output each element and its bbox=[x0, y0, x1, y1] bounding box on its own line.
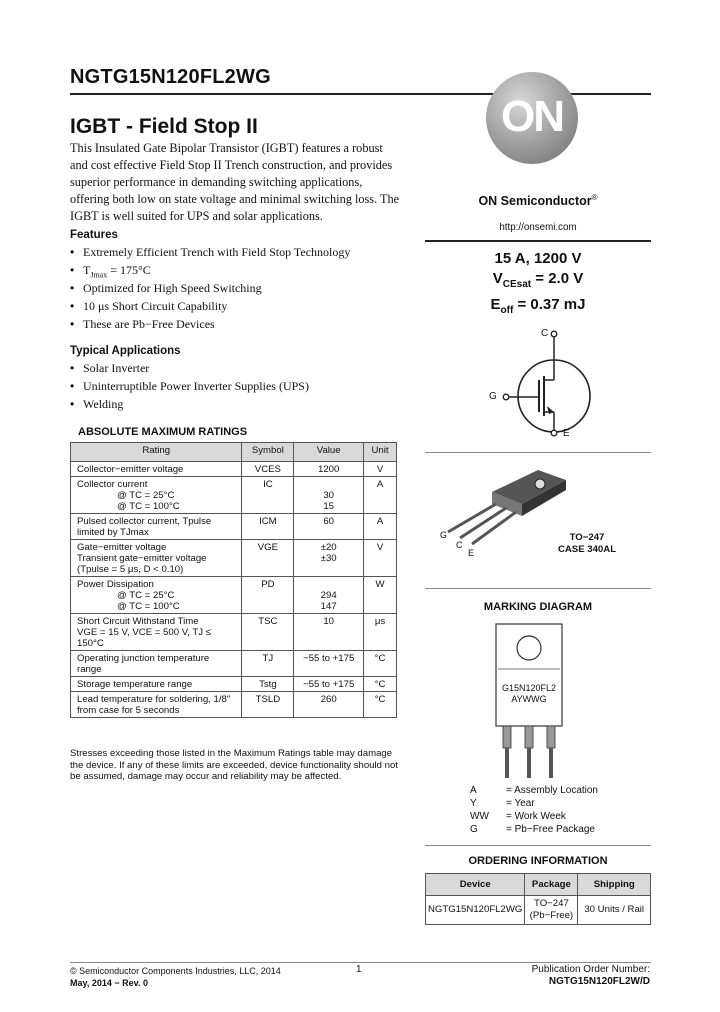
footer-date: May, 2014 − Rev. 0 bbox=[70, 978, 148, 988]
legend-key: G bbox=[470, 824, 478, 835]
legend-value: = Work Week bbox=[506, 811, 566, 822]
marking-line-1: G15N120FL2 bbox=[501, 683, 557, 693]
publication-info bbox=[450, 964, 650, 988]
page-title: IGBT - Field Stop II bbox=[70, 115, 258, 138]
table-row bbox=[71, 651, 397, 677]
igbt-symbol-icon bbox=[480, 322, 600, 444]
right-rule-1 bbox=[425, 240, 651, 242]
symbol-cell: Tstg bbox=[242, 677, 294, 692]
rating-cell: Lead temperature for soldering, 1/8" from case for 5 seconds bbox=[71, 692, 242, 718]
rating-cell: Pulsed collector current, Tpulse limited by TJmax bbox=[71, 514, 242, 540]
page-number: 1 bbox=[356, 964, 362, 975]
legend-key: A bbox=[470, 785, 477, 796]
right-rule-2 bbox=[425, 452, 651, 453]
list-item: • These are Pb−Free Devices bbox=[70, 315, 350, 333]
rating-cell: Collector current @ TC = 25°C @ TC = 100°C bbox=[71, 477, 242, 514]
unit-cell: °C bbox=[364, 692, 397, 718]
spec-line-1: 15 A, 1200 V bbox=[494, 250, 582, 267]
unit-cell: μs bbox=[364, 614, 397, 651]
marking-legend bbox=[470, 784, 604, 836]
footer-copyright: © Semiconductor Components Industries, LLC, 2014 bbox=[70, 966, 281, 976]
logo-text: ON bbox=[501, 92, 563, 141]
list-item: • 10 μs Short Circuit Capability bbox=[70, 297, 350, 315]
legend-value: = Pb−Free Package bbox=[506, 824, 595, 835]
ordering-table bbox=[425, 873, 651, 925]
table-row bbox=[71, 477, 397, 514]
marking-heading: MARKING DIAGRAM bbox=[483, 601, 593, 613]
unit-cell: A bbox=[364, 477, 397, 514]
pin-label-g: G bbox=[489, 391, 497, 402]
rating-cell: Power Dissipation @ TC = 25°C @ TC = 100°C bbox=[71, 577, 242, 614]
unit-cell: °C bbox=[364, 677, 397, 692]
right-rule-4 bbox=[425, 845, 651, 846]
order-package: TO−247 (Pb−Free) bbox=[525, 896, 578, 925]
rating-cell: Operating junction temperature range bbox=[71, 651, 242, 677]
value-cell: ±20 ±30 bbox=[294, 540, 364, 577]
list-item: • Welding bbox=[70, 395, 309, 413]
table-row bbox=[71, 462, 397, 477]
features-list bbox=[70, 243, 350, 333]
legend-key: Y bbox=[470, 798, 477, 809]
symbol-cell: PD bbox=[242, 577, 294, 614]
value-cell: 1200 bbox=[294, 462, 364, 477]
brand-name: ON Semiconductor® bbox=[478, 193, 598, 209]
pub-number: NGTG15N120FL2W/D bbox=[548, 976, 650, 987]
list-item: • Solar Inverter bbox=[70, 359, 309, 377]
marking-line-2: AYWWG bbox=[511, 694, 547, 704]
value-cell: 260 bbox=[294, 692, 364, 718]
pub-label: Publication Order Number: bbox=[531, 964, 650, 975]
legend-row bbox=[470, 797, 604, 810]
value-cell: 10 bbox=[294, 614, 364, 651]
legend-row bbox=[470, 823, 604, 836]
order-device: NGTG15N120FL2WG bbox=[426, 896, 525, 925]
legend-key: WW bbox=[470, 811, 489, 822]
stress-note: Stresses exceeding those listed in the Maximum Ratings table may damage the device. If any of these limits are exceeded, device functionality should not be assumed, damage may occur and reliability may be affected. bbox=[70, 748, 398, 782]
legend-value: = Year bbox=[506, 798, 535, 809]
package-pin-c: C bbox=[456, 540, 463, 550]
to247-package-icon bbox=[440, 462, 570, 547]
table-row bbox=[71, 514, 397, 540]
list-item: • Optimized for High Speed Switching bbox=[70, 279, 350, 297]
order-shipping: 30 Units / Rail bbox=[578, 896, 651, 925]
rating-cell: Collector−emitter voltage bbox=[71, 462, 242, 477]
table-row bbox=[71, 540, 397, 577]
package-case: CASE 340AL bbox=[557, 544, 617, 555]
rating-cell: Short Circuit Withstand Time VGE = 15 V, VCE = 500 V, TJ ≤ 150°C bbox=[71, 614, 242, 651]
unit-cell: W bbox=[364, 577, 397, 614]
right-rule-3 bbox=[425, 588, 651, 589]
ratings-table bbox=[70, 442, 397, 718]
marking-text bbox=[496, 683, 562, 705]
rating-cell: Gate−emitter voltage Transient gate−emitter voltage (Tpulse = 5 μs, D < 0.10) bbox=[71, 540, 242, 577]
applications-heading: Typical Applications bbox=[70, 345, 181, 357]
list-item: • $T_{Jmax} = 175^\circ C$ bbox=[70, 261, 350, 279]
pin-label-c: C bbox=[541, 328, 549, 339]
symbol-cell: TJ bbox=[242, 651, 294, 677]
col-shipping: Shipping bbox=[578, 874, 651, 896]
intro-paragraph: This Insulated Gate Bipolar Transistor (IGBT) features a robust and cost effective Field Stop II Trench construction, and provides superior performance in demanding switching applications, offering both low on state voltage and minimal switching loss. The IGBT is well suited for UPS and solar applications. bbox=[70, 141, 400, 223]
unit-cell: V bbox=[364, 540, 397, 577]
package-pin-g: G bbox=[440, 530, 448, 540]
value-cell: 294 147 bbox=[294, 577, 364, 614]
value-cell: −55 to +175 bbox=[294, 677, 364, 692]
symbol-cell: ICM bbox=[242, 514, 294, 540]
col-rating: Rating bbox=[71, 443, 242, 462]
features-heading: Features bbox=[70, 229, 118, 241]
table-row bbox=[71, 577, 397, 614]
legend-row bbox=[470, 810, 604, 823]
table-row bbox=[426, 896, 651, 925]
table-row bbox=[71, 614, 397, 651]
symbol-cell: TSC bbox=[242, 614, 294, 651]
ordering-heading: ORDERING INFORMATION bbox=[468, 855, 608, 867]
value-cell: 60 bbox=[294, 514, 364, 540]
footer-rule bbox=[70, 962, 651, 963]
table-row bbox=[71, 677, 397, 692]
specs-block bbox=[425, 249, 651, 321]
package-name: TO−247 bbox=[569, 532, 605, 543]
value-cell: −55 to +175 bbox=[294, 651, 364, 677]
applications-list bbox=[70, 359, 309, 413]
symbol-cell: VCES bbox=[242, 462, 294, 477]
col-symbol: Symbol bbox=[242, 443, 294, 462]
table-row bbox=[71, 692, 397, 718]
spec-line-3: $E_{off} = 0.37$ mJ bbox=[490, 296, 586, 316]
symbol-cell: TSLD bbox=[242, 692, 294, 718]
col-value: Value bbox=[294, 443, 364, 462]
unit-cell: A bbox=[364, 514, 397, 540]
rating-cell: Storage temperature range bbox=[71, 677, 242, 692]
col-unit: Unit bbox=[364, 443, 397, 462]
spec-line-2: $V_{CEsat} = 2.0$ V bbox=[492, 270, 584, 290]
package-info bbox=[552, 532, 622, 556]
col-device: Device bbox=[426, 874, 525, 896]
legend-value: = Assembly Location bbox=[506, 785, 598, 796]
ratings-heading: ABSOLUTE MAXIMUM RATINGS bbox=[78, 426, 248, 438]
value-cell: 30 15 bbox=[294, 477, 364, 514]
symbol-cell: VGE bbox=[242, 540, 294, 577]
package-pin-e: E bbox=[468, 548, 475, 558]
symbol-cell: IC bbox=[242, 477, 294, 514]
part-number: NGTG15N120FL2WG bbox=[70, 66, 271, 88]
list-item: • Uninterruptible Power Inverter Supplies (UPS) bbox=[70, 377, 309, 395]
on-logo bbox=[486, 72, 578, 164]
unit-cell: V bbox=[364, 462, 397, 477]
pin-label-e: E bbox=[563, 428, 570, 439]
brand-url[interactable]: http://onsemi.com bbox=[499, 222, 577, 233]
legend-row bbox=[470, 784, 604, 797]
col-package: Package bbox=[525, 874, 578, 896]
unit-cell: °C bbox=[364, 651, 397, 677]
list-item: • Extremely Efficient Trench with Field Stop Technology bbox=[70, 243, 350, 261]
